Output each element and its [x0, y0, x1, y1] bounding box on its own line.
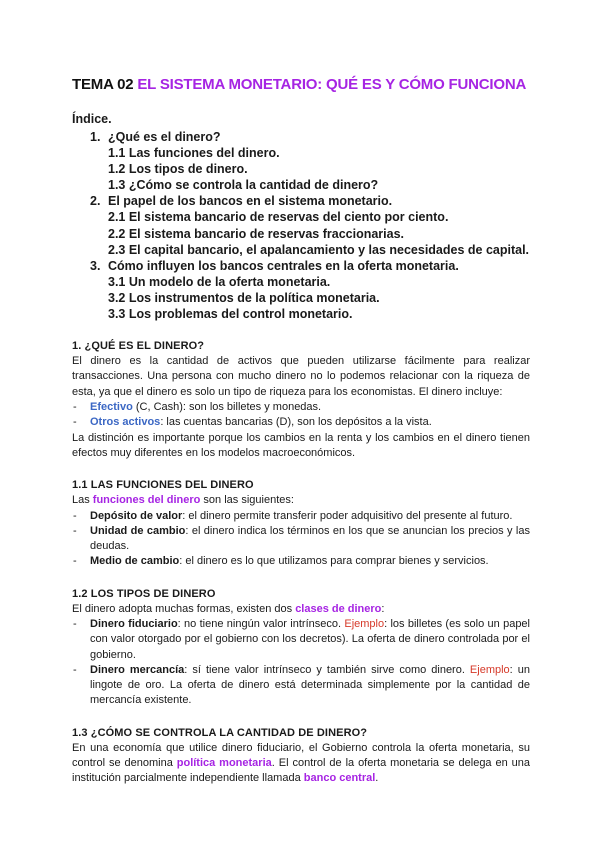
list-item: - Efectivo (C, Cash): son los billetes y monedas. [72, 400, 530, 415]
index-subitem: 3.3 Los problemas del control monetario. [108, 307, 353, 322]
index-subitem: 3.2 Los instrumentos de la política monetaria. [108, 290, 380, 305]
section-heading: 1.2 LOS TIPOS DE DINERO [72, 587, 216, 600]
index-item-2: 2. El papel de los bancos en el sistema monetario. [90, 194, 393, 209]
document-page [72, 76, 530, 787]
section-1-2 [72, 588, 530, 709]
section-1 [72, 340, 530, 461]
bullet-list [72, 509, 530, 570]
section-1-1 [72, 479, 530, 569]
title-main: EL SISTEMA MONETARIO: QUÉ ES Y CÓMO FUNCIONA [137, 76, 527, 93]
list-item: - Medio de cambio: el dinero es lo que utilizamos para comprar bienes y servicios. [72, 554, 530, 569]
list-item: - Unidad de cambio: el dinero indica los términos en los que se anuncian los precios y las deudas. [72, 524, 530, 555]
section-heading: 1. ¿QUÉ ES EL DINERO? [72, 340, 205, 353]
index-subitem: 1.3 ¿Cómo se controla la cantidad de dinero? [108, 178, 379, 193]
index-subitem: 1.1 Las funciones del dinero. [108, 146, 280, 161]
paragraph: El dinero adopta muchas formas, existen dos clases de dinero: [72, 602, 385, 615]
paragraph: Las funciones del dinero son las siguientes: [72, 494, 294, 507]
index-subitem: 3.1 Un modelo de la oferta monetaria. [108, 274, 331, 289]
paragraph: En una economía que utilice dinero fiduciario, el Gobierno controla la oferta monetaria, su control se denomina política monetaria. El control de la oferta monetaria se delega en una institución parcialmente independiente llamada banco central. [72, 741, 530, 785]
section-1-3 [72, 727, 530, 787]
section-heading: 1.3 ¿CÓMO SE CONTROLA LA CANTIDAD DE DINERO? [72, 726, 368, 739]
index-item-3: 3. Cómo influyen los bancos centrales en la oferta monetaria. [90, 258, 459, 273]
index-subitem: 2.2 El sistema bancario de reservas fraccionarias. [108, 226, 405, 241]
index-heading: Índice. [72, 112, 112, 126]
list-item: - Otros activos: las cuentas bancarias (D), son los depósitos a la vista. [72, 415, 530, 430]
title-prefix: TEMA 02 [72, 76, 138, 93]
list-item: - Dinero mercancía: sí tiene valor intrínseco y también sirve como dinero. Ejemplo: un lingote de oro. La oferta de dinero está determinada simplemente por la cantidad de mercancía existente. [72, 663, 530, 709]
bullet-list [72, 617, 530, 709]
index-subitem: 1.2 Los tipos de dinero. [108, 162, 248, 177]
page-title [72, 76, 530, 93]
list-item: - Dinero fiduciario: no tiene ningún valor intrínseco. Ejemplo: los billetes (es solo un papel con valor otorgado por el gobierno con los decretos). La oferta de dinero controlada por el gobierno. [72, 617, 530, 663]
section-heading: 1.1 LAS FUNCIONES DEL DINERO [72, 479, 254, 492]
list-item: - Depósito de valor: el dinero permite transferir poder adquisitivo del presente al futuro. [72, 509, 530, 524]
paragraph: La distinción es importante porque los cambios en la renta y los cambios en el dinero tienen efectos muy diferentes en los modelos macroeconómicos. [72, 431, 530, 459]
index-subitem: 2.1 El sistema bancario de reservas del ciento por ciento. [108, 210, 449, 225]
bullet-list [72, 400, 530, 431]
index [72, 112, 530, 322]
index-subitem: 2.3 El capital bancario, el apalancamiento y las necesidades de capital. [108, 242, 530, 257]
paragraph: El dinero es la cantidad de activos que pueden utilizarse fácilmente para realizar transacciones. Una persona con mucho dinero no lo podemos relacionar con la riqueza de esta, ya que el dinero es solo un tipo de riqueza para los economistas. El dinero incluye: [72, 355, 530, 398]
index-item-1: 1. ¿Qué es el dinero? [90, 130, 221, 144]
